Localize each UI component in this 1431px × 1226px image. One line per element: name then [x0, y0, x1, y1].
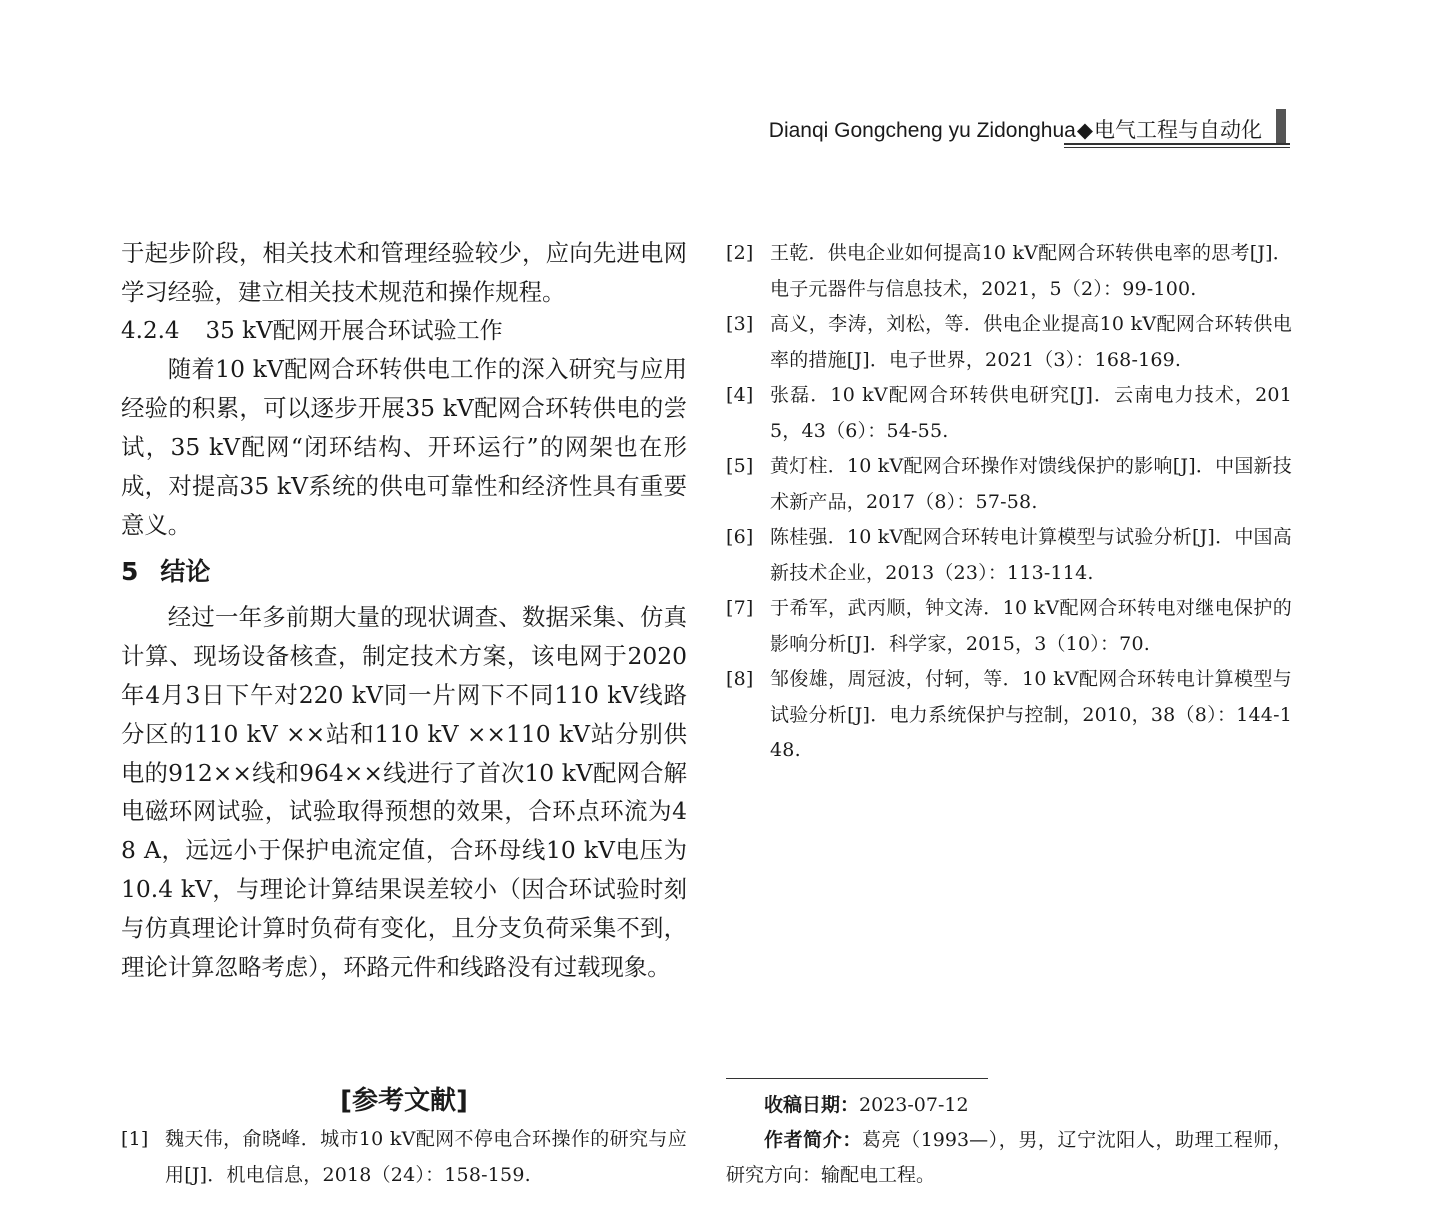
- references-title: [参考文献]: [340, 1086, 468, 1116]
- paragraph-continued: 于起步阶段，相关技术和管理经验较少，应向先进电网学习经验，建立相关技术规范和操作规程。: [121, 239, 687, 306]
- section-number: 5: [121, 557, 139, 587]
- header-rule-thin: [1064, 147, 1290, 148]
- subsection-number: 4.2.4: [121, 317, 180, 344]
- author-label: 作者简介：: [764, 1129, 862, 1151]
- footnote: [726, 1088, 1292, 1193]
- received-value: 2023-07-12: [859, 1094, 969, 1116]
- reference-item: [726, 520, 1292, 591]
- references-right: [726, 236, 1292, 769]
- reference-item: [726, 378, 1292, 449]
- reference-text: 王乾．供电企业如何提高10 kV配网合环转供电率的思考[J]．电子元器件与信息技术，2021，5（2）：99-100.: [770, 242, 1292, 300]
- reference-number: [3]: [726, 313, 754, 335]
- journal-chinese: 电气工程与自动化: [1094, 118, 1262, 142]
- reference-number: [8]: [726, 668, 754, 690]
- reference-text: 陈桂强．10 kV配网合环转电计算模型与试验分析[J]．中国高新技术企业，2013（23）：113-114.: [770, 526, 1292, 584]
- reference-item: [726, 307, 1292, 378]
- section-title: 结论: [160, 557, 211, 587]
- reference-text: 黄灯柱．10 kV配网合环操作对馈线保护的影响[J]．中国新技术新产品，2017（8）：57-58.: [770, 455, 1292, 513]
- footnote-rule: [726, 1078, 988, 1079]
- subsection-heading-4-2-4: [121, 312, 687, 351]
- reference-text: 邹俊雄，周冠波，付轲，等．10 kV配网合环转电计算模型与试验分析[J]．电力系统保护与控制，2010，38（8）：144-148.: [770, 668, 1292, 761]
- paragraph-conclusion: 经过一年多前期大量的现状调查、数据采集、仿真计算、现场设备核查，制定技术方案，该电网于2020年4月3日下午对220 kV同一片网下不同110 kV线路分区的110 kV ××站和110 kV ××110 kV站分别供电的912××线和964××线进行了首次10 kV配网合解电磁环网试验，试验取得预想的效果，合环点环流为48 A，远远小于保护电流定值，合环母线10 kV电压为10.4 kV，与理论计算结果误差较小（因合环试验时刻与仿真理论计算时负荷有变化，且分支负荷采集不到，理论计算忽略考虑），环路元件和线路没有过载现象。: [121, 603, 687, 981]
- reference-number: [1]: [121, 1128, 149, 1150]
- reference-text: 魏天伟，俞晓峰．城市10 kV配网不停电合环操作的研究与应用[J]．机电信息，2018（24）：158-159.: [165, 1128, 687, 1186]
- received-label: 收稿日期：: [764, 1094, 860, 1116]
- header-rule: [1064, 143, 1290, 145]
- reference-number: [4]: [726, 384, 754, 406]
- reference-item: [726, 449, 1292, 520]
- journal-name: [769, 114, 1262, 144]
- journal-pinyin: Dianqi Gongcheng yu Zidonghua: [768, 119, 1076, 142]
- reference-number: [7]: [726, 597, 754, 619]
- header-bar-decoration: [1276, 109, 1286, 143]
- author-bio: [726, 1123, 1292, 1193]
- reference-number: [5]: [726, 455, 754, 477]
- subsection-title: 35 kV配网开展合环试验工作: [205, 317, 503, 344]
- reference-item: [726, 236, 1292, 307]
- received-date: [726, 1088, 1292, 1123]
- reference-item: [726, 591, 1292, 662]
- paragraph-4-2-4: 随着10 kV配网合环转供电工作的深入研究与应用经验的积累，可以逐步开展35 kV配网合环转供电的尝试，35 kV配网“闭环结构、开环运行”的网架也在形成，对提高35 kV系统的供电可靠性和经济性具有重要意义。: [121, 355, 687, 539]
- references-left: [121, 1122, 687, 1193]
- reference-text: 高义，李涛，刘松，等．供电企业提高10 kV配网合环转供电率的措施[J]．电子世界，2021（3）：168-169.: [770, 313, 1292, 371]
- running-header: [640, 108, 1290, 150]
- reference-item: [121, 1122, 687, 1193]
- left-column: [121, 234, 687, 986]
- diamond-icon: ◆: [1076, 118, 1093, 142]
- reference-number: [2]: [726, 242, 754, 264]
- section-heading-5: [121, 552, 687, 592]
- reference-text: 于希军，武丙顺，钟文涛．10 kV配网合环转电对继电保护的影响分析[J]．科学家，2015，3（10）：70.: [770, 597, 1292, 655]
- author-value: 葛亮（1993—），男，辽宁沈阳人，助理工程师，研究方向：输配电工程。: [726, 1129, 1292, 1186]
- reference-text: 张磊．10 kV配网合环转供电研究[J]．云南电力技术，2015，43（6）：54-55.: [770, 384, 1292, 442]
- reference-number: [6]: [726, 526, 754, 548]
- reference-item: [726, 662, 1292, 769]
